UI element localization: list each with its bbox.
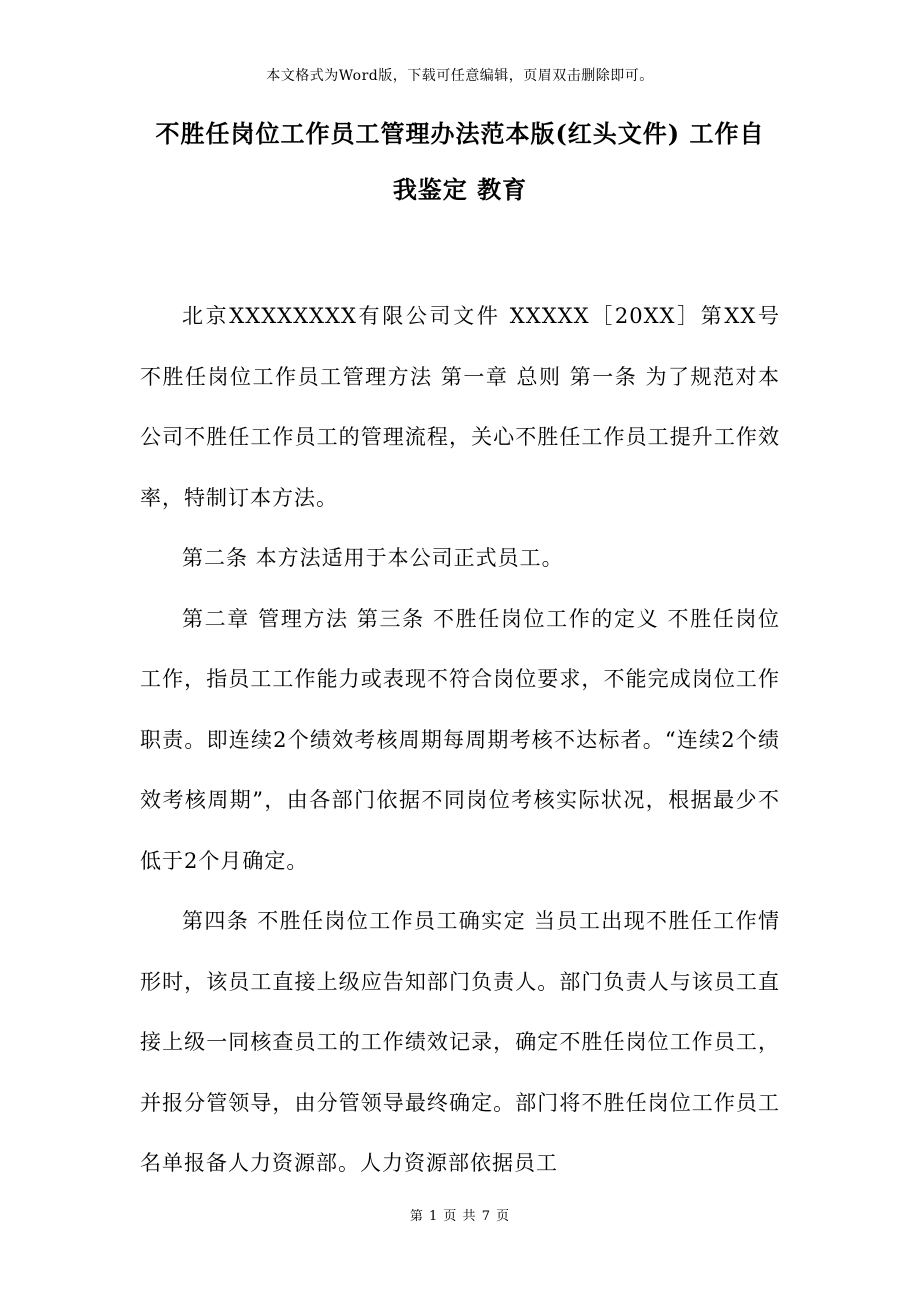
title-line-1: 不胜任岗位工作员工管理办法范本版(红头文件) 工作自 (155, 119, 765, 148)
footer-prefix: 第 (409, 1209, 424, 1224)
header-note: 本文格式为Word版，下载可任意编辑，页眉双击删除即可。 (266, 68, 654, 84)
footer-middle: 页 共 (443, 1209, 477, 1224)
footer-total-pages: 7 (481, 1209, 491, 1224)
page-footer (0, 1208, 920, 1226)
title-line-2: 我鉴定 教育 (392, 175, 528, 204)
paragraph-4: 第四条 不胜任岗位工作员工确实定 当员工出现不胜任工作情形时，该员工直接上级应告知部门负责人。部门负责人与该员工直接上级一同核查员工的工作绩效记录，确定不胜任岗位工作员工，并报分管领导，由分管领导最终确定。部门将不胜任岗位工作员工名单报备人力资源部。人力资源部依据员工 (140, 909, 780, 1175)
document-body (140, 286, 780, 1194)
document-title (140, 106, 780, 218)
paragraph-2: 第二条 本方法适用于本公司正式员工。 (182, 546, 564, 570)
footer-suffix: 页 (496, 1209, 511, 1224)
footer-current-page: 1 (429, 1209, 439, 1224)
paragraph-3: 第二章 管理方法 第三条 不胜任岗位工作的定义 不胜任岗位工作，指员工工作能力或表现不符合岗位要求，不能完成岗位工作职责。即连续2个绩效考核周期每周期考核不达标者。“连续2个绩效考核周期”，由各部门依据不同岗位考核实际状况，根据最少不低于2个月确定。 (140, 606, 780, 873)
paragraph-1: 北京XXXXXXXX有限公司文件 XXXXX［20XX］第XX号 不胜任岗位工作员工管理方法 第一章 总则 第一条 为了规范对本公司不胜任工作员工的管理流程，关心不胜任工作员工提升工作效率，特制订本方法。 (140, 304, 780, 510)
